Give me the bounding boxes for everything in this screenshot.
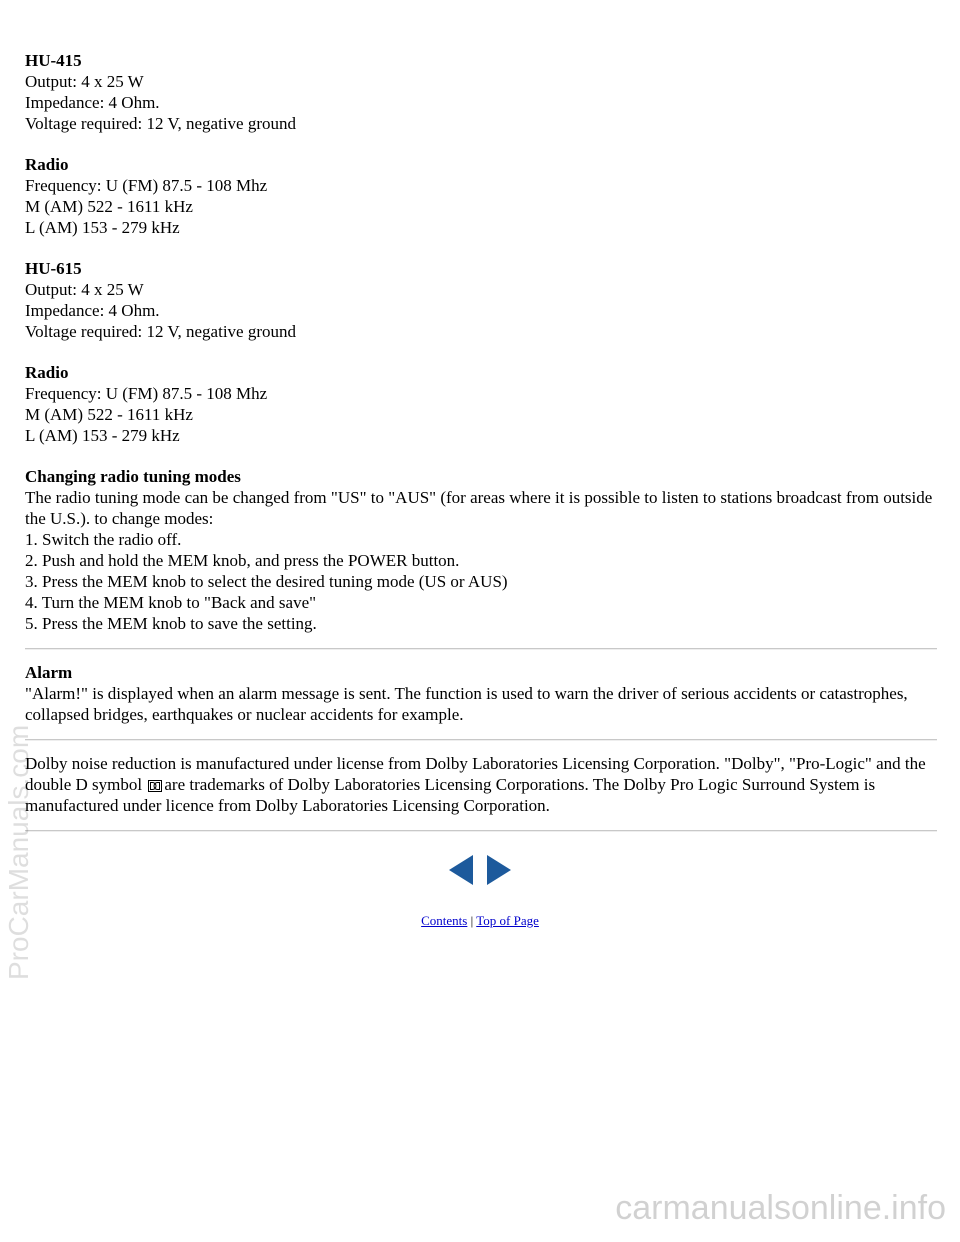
next-page-arrow-icon[interactable] — [487, 855, 511, 885]
divider — [25, 648, 937, 650]
alarm-heading: Alarm — [25, 663, 73, 682]
radio1-heading: Radio — [25, 155, 69, 174]
dolby-double-d-icon — [148, 780, 162, 792]
hu415-section — [25, 50, 937, 134]
footer-links — [0, 910, 960, 931]
hu415-impedance: Impedance: 4 Ohm. — [25, 93, 160, 112]
previous-page-arrow-icon[interactable] — [449, 855, 473, 885]
radio1-section — [25, 154, 937, 238]
dolby-text-after: are trademarks of Dolby Laboratories Licensing Corporations. The Dolby Pro Logic Surround System is manufactured under licence from Dolby Laboratories Licensing Corporation. — [25, 775, 876, 815]
alarm-text: "Alarm!" is displayed when an alarm message is sent. The function is used to warn the driver of serious accidents or catastrophes, collapsed bridges, earthquakes or nuclear accidents for example. — [25, 684, 908, 724]
hu415-voltage: Voltage required: 12 V, negative ground — [25, 114, 297, 133]
radio2-am-l: L (AM) 153 - 279 kHz — [25, 426, 180, 445]
divider — [25, 830, 937, 832]
radio1-fm: Frequency: U (FM) 87.5 - 108 Mhz — [25, 176, 268, 195]
dolby-text-before: Dolby noise reduction is manufactured under license from Dolby Laboratories Licensing Corporation. "Dolby", "Pro-Logic" and the double D symbol — [25, 754, 926, 794]
tuning-step: 1. Switch the radio off. — [25, 530, 182, 549]
tuning-heading: Changing radio tuning modes — [25, 467, 241, 486]
hu415-output: Output: 4 x 25 W — [25, 72, 144, 91]
tuning-step: 3. Press the MEM knob to select the desired tuning mode (US or AUS) — [25, 572, 508, 591]
page-navigation — [0, 855, 960, 885]
radio2-section — [25, 362, 937, 446]
tuning-step: 5. Press the MEM knob to save the setting. — [25, 614, 317, 633]
link-separator: | — [470, 913, 474, 928]
tuning-step: 4. Turn the MEM knob to "Back and save" — [25, 593, 317, 612]
dolby-section — [25, 753, 937, 816]
side-watermark: ProCarManuals.com — [3, 724, 34, 980]
radio1-am-m: M (AM) 522 - 1611 kHz — [25, 197, 193, 216]
hu615-impedance: Impedance: 4 Ohm. — [25, 301, 160, 320]
tuning-step: 2. Push and hold the MEM knob, and press the POWER button. — [25, 551, 460, 570]
hu615-heading: HU-615 — [25, 259, 82, 278]
hu615-voltage: Voltage required: 12 V, negative ground — [25, 322, 297, 341]
radio2-fm: Frequency: U (FM) 87.5 - 108 Mhz — [25, 384, 268, 403]
radio1-am-l: L (AM) 153 - 279 kHz — [25, 218, 180, 237]
bottom-watermark: carmanualsonline.info — [615, 1189, 946, 1227]
tuning-section — [25, 466, 937, 634]
radio2-am-m: M (AM) 522 - 1611 kHz — [25, 405, 193, 424]
hu615-output: Output: 4 x 25 W — [25, 280, 144, 299]
hu415-heading: HU-415 — [25, 51, 82, 70]
contents-link[interactable]: Contents — [421, 913, 468, 928]
document-body — [25, 50, 937, 844]
top-of-page-link[interactable]: Top of Page — [476, 913, 539, 928]
divider — [25, 739, 937, 741]
radio2-heading: Radio — [25, 363, 69, 382]
dolby-text — [25, 753, 937, 816]
hu615-section — [25, 258, 937, 342]
tuning-intro: The radio tuning mode can be changed from "US" to "AUS" (for areas where it is possible to listen to stations broadcast from outside the U.S.). to change modes: — [25, 488, 933, 528]
alarm-section — [25, 662, 937, 725]
